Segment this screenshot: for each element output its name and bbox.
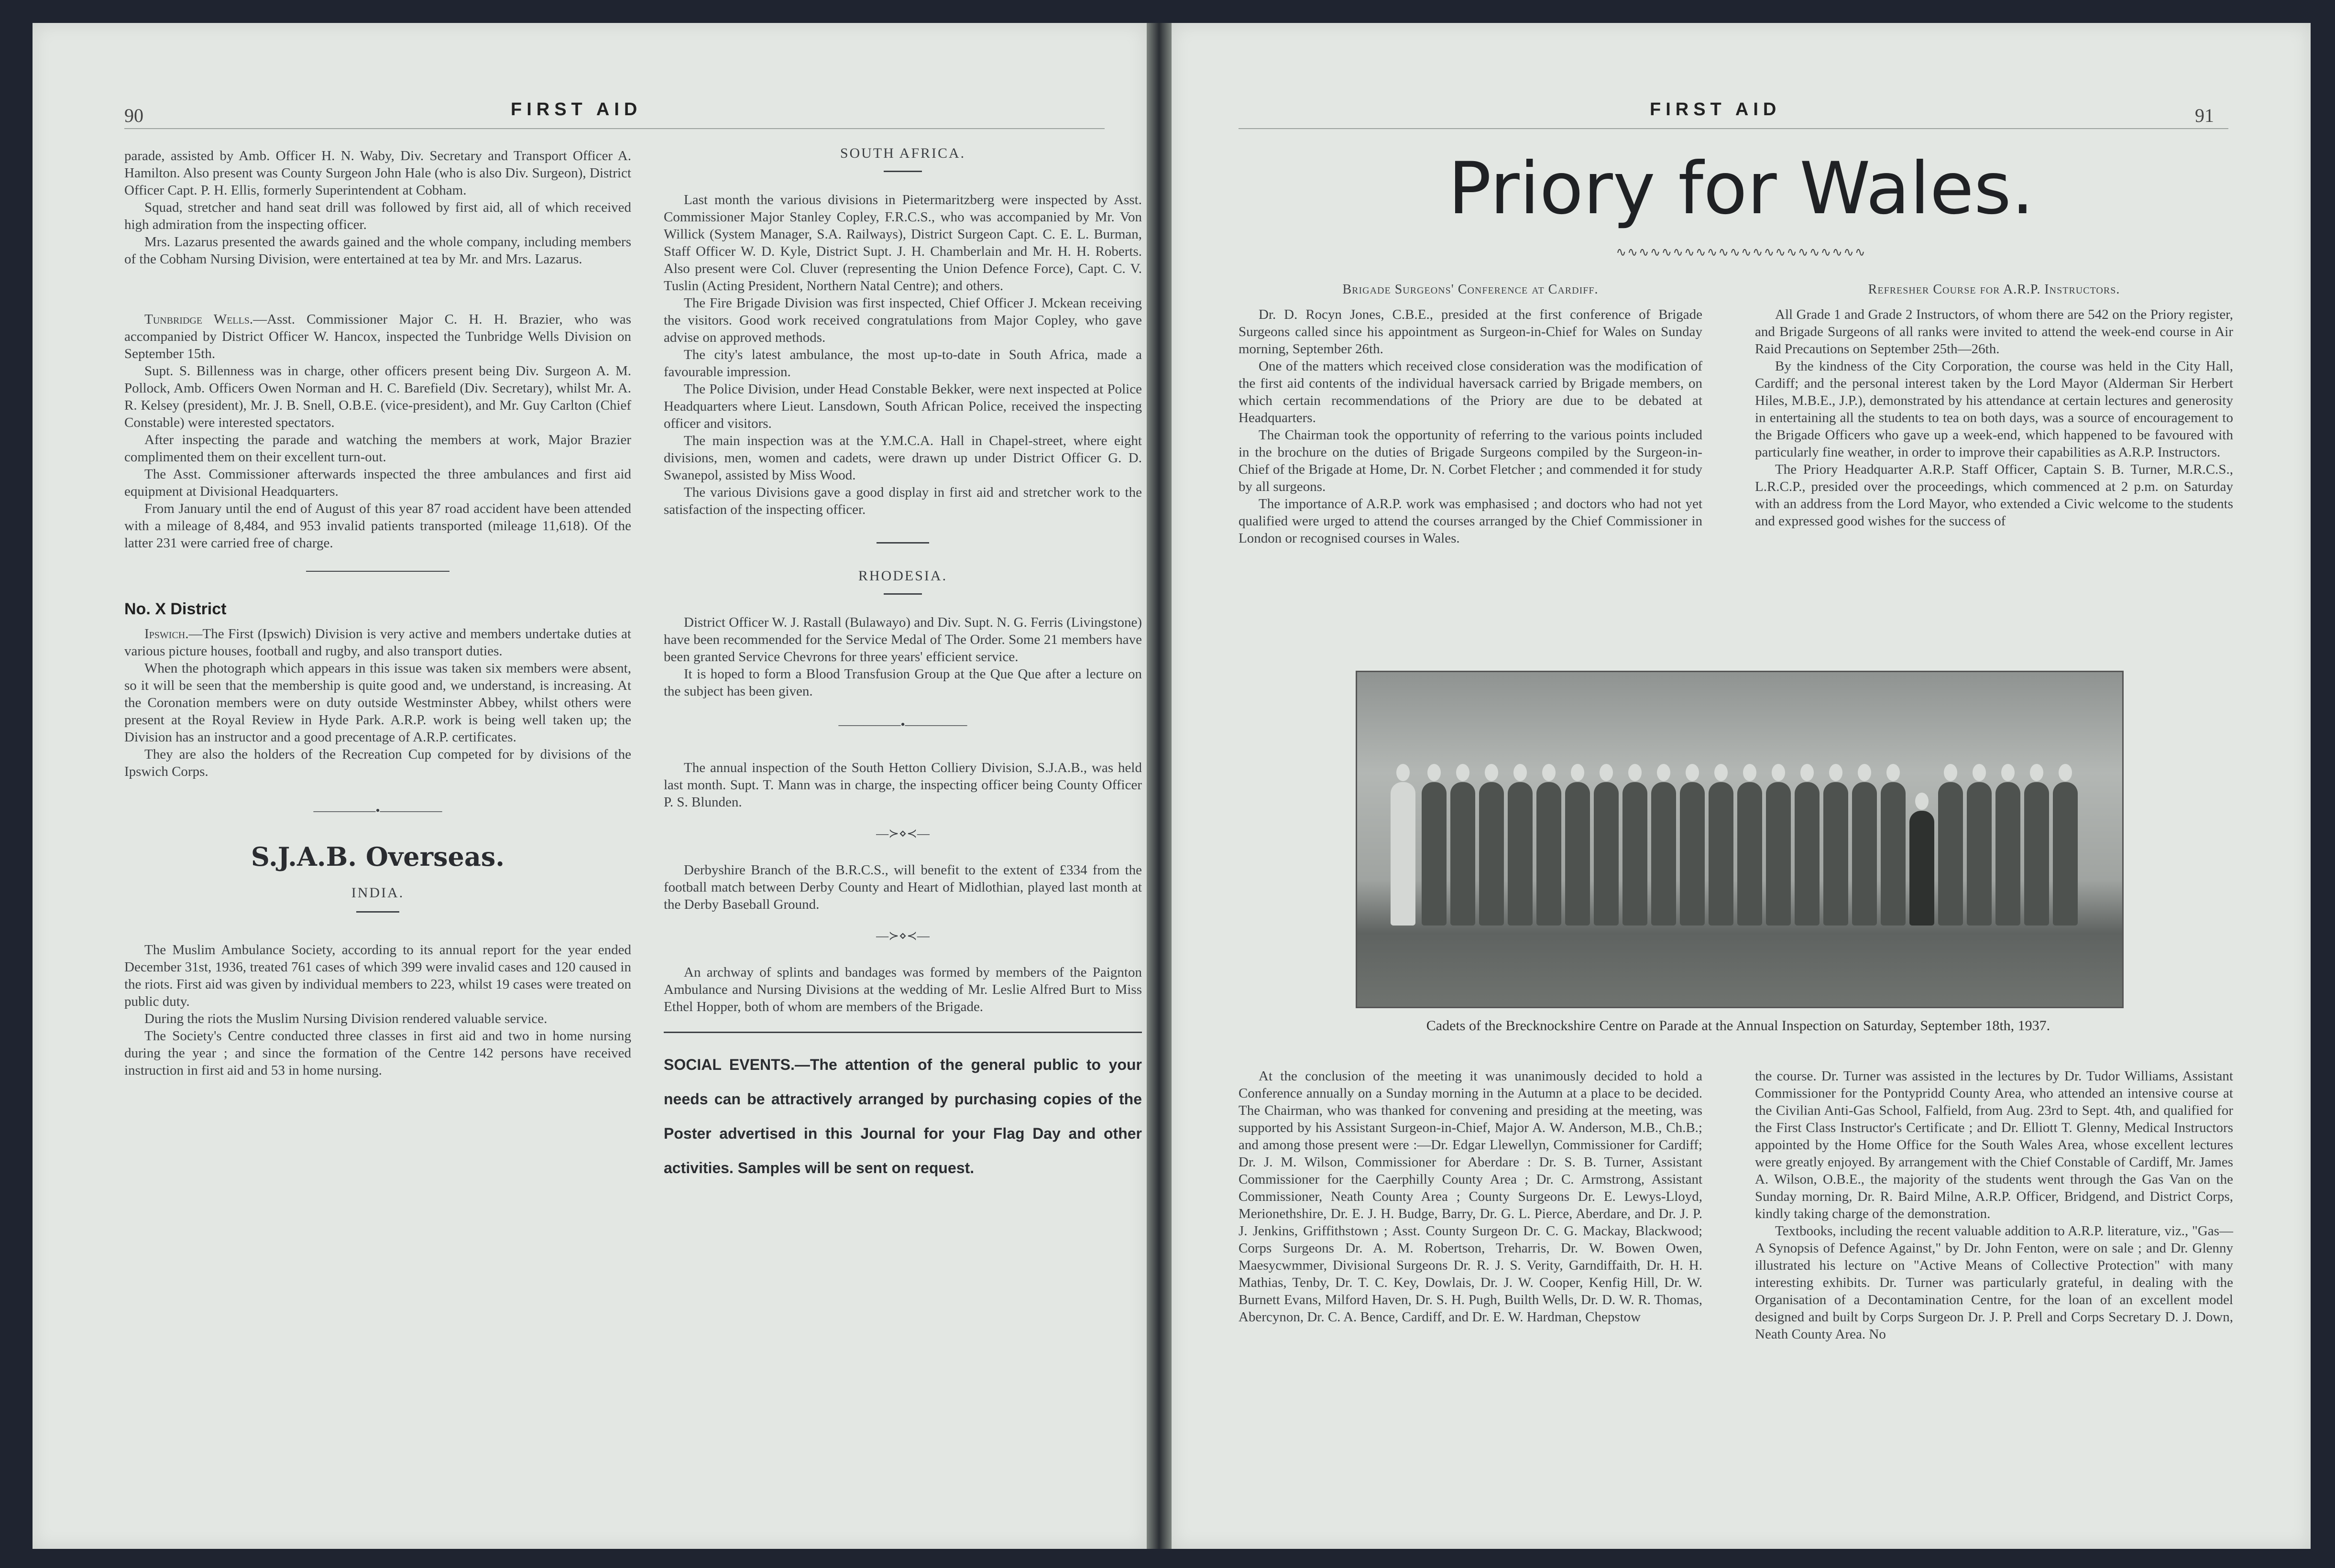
paragraph: Derbyshire Branch of the B.R.C.S., will benefit to the extent of £334 from the football match between Derby County and Heart of Midlothian, played last month at the Derby Baseball Ground. [664,862,1142,912]
photo-figure [2053,782,2078,926]
paragraph: The annual inspection of the South Hetton Colliery Division, S.J.A.B., was held last month. Supt. T. Mann was in charge, the inspecting officer being County Officer P. S. Blunden. [664,760,1142,810]
header-rule [124,128,1105,129]
right-page [1172,23,2311,1549]
running-head: FIRST AID [511,99,642,120]
paragraph: —Asst. Commissioner Major C. H. H. Brazier, who was accompanied by District Officer W. Hancox, inspected the Tunbridge Wells Division on September 15th. [124,312,631,361]
photo-figure [2024,782,2049,926]
subsection-heading: RHODESIA. [858,568,948,584]
photo-figure [1651,782,1676,926]
page-number: 90 [124,105,143,126]
header-rule [1239,128,2228,129]
photo-figure [1450,782,1475,926]
right-column-4 [1755,1067,2233,1343]
paragraph: They are also the holders of the Recreation Cup competed for by divisions of the Ipswich Corps. [124,747,631,779]
photo-figure [1881,782,1906,926]
paragraph: After inspecting the parade and watching the members at work, Major Brazier complimented them on their excellent turn-out. [124,432,631,465]
divider [306,571,449,572]
subsection-heading: SOUTH AFRICA. [840,145,966,161]
ornament-divider: —≻⋄≺— [876,827,930,840]
paragraph: By the kindness of the City Corporation, the course was held in the City Hall, Cardiff; and the personal interest taken by the Lord Mayor (Alderman Sir Herbert Hiles, M.B.E., J.P.), demonstrated by his attendance at certain lectures and generosity in entertaining all the students to tea on both days, was a source of encouragement to the Brigade Officers who gave up a week-end, which happened to be favoured with particularly fine weather, in order to improve their capabilities as A.R.P. Instructors. [1755,359,2233,460]
paragraph: The city's latest ambulance, the most up-to-date in South Africa, made a favourable impression. [664,347,1142,380]
photo-figure [1737,782,1762,926]
paragraph: The Fire Brigade Division was first inspected, Chief Officer J. Mckean receiving the visitors. Good work received congratulations from Major Copley, who gave advise on approved methods. [664,295,1142,345]
ornament-divider: —————•————— [838,718,967,731]
ornament: ∿∿∿∿∿∿∿∿∿∿∿∿∿∿∿∿∿∿∿∿∿∿ [1616,245,1866,259]
photo-figure [1391,782,1415,926]
short-rule [356,911,399,913]
place-lead: Tunbridge Wells. [144,312,253,327]
photo-figure [1909,811,1934,926]
paragraph: Squad, stretcher and hand seat drill was followed by first aid, all of which received high admiration from the inspecting officer. [124,200,631,232]
ornament-divider: —≻⋄≺— [876,929,930,943]
paragraph: When the photograph which appears in this issue was taken six members were absent, so it will be seen that the membership is quite good and, we understand, is increasing. At the Coronation members were on duty outside Westminster Abbey, whilst others were present at the Royal Review in Hyde Park. A.R.P. work is being well taken up; the Division has an instructor and a good precentage of A.R.P. certificates. [124,661,631,745]
photo-figure [1680,782,1705,926]
right-column-1 [1239,281,1702,547]
left-page [33,23,1147,1549]
photo-figure [1594,782,1619,926]
paragraph: It is hoped to form a Blood Transfusion Group at the Que Que after a lecture on the subject has been given. [664,666,1142,699]
photo-figure [1536,782,1561,926]
paragraph: Textbooks, including the recent valuable addition to A.R.P. literature, viz., "Gas—A Synopsis of Defence Against," by Dr. John Fenton, were on sale ; and Dr. Glenny illustrated his lecture on "Active Means of Collective Protection" with many interesting exhibits. Dr. Turner was particularly grateful, in dealing with the Organisation of a Decontamination Centre, for the loan of an excellent model designed and built by Corps Surgeon Dr. J. P. Prell and Corps Secretary D. J. Down, Neath County Area. No [1755,1223,2233,1342]
subsection-heading: Refresher Course for A.R.P. Instructors. [1868,282,2120,297]
photo-figure [1508,782,1533,926]
paragraph: The Police Division, under Head Constable Bekker, were next inspected at Police Headquarters where Lieut. Lansdown, South African Police, received the inspecting officer and visitors. [664,381,1142,431]
book-gutter [1147,23,1172,1549]
photo-figure [1565,782,1590,926]
paragraph: An archway of splints and bandages was formed by members of the Paignton Ambulance and Nursing Divisions at the wedding of Mr. Leslie Alfred Burt to Miss Ethel Hopper, both of whom are members of the Brigade. [664,965,1142,1014]
short-rule [877,542,929,544]
right-column-2 [1755,281,2233,530]
section-heading: S.J.A.B. Overseas. [251,841,505,872]
paragraph: During the riots the Muslim Nursing Division rendered valuable service. [144,1011,548,1026]
photo-caption: Cadets of the Brecknockshire Centre on Parade at the Annual Inspection on Saturday, September 18th, 1937. [1426,1018,2050,1034]
paragraph: —The First (Ipswich) Division is very active and members undertake duties at various picture houses, football and rugby, and also transport duties. [124,626,631,659]
paragraph: Last month the various divisions in Pietermaritzberg were inspected by Asst. Commissioner Major Stanley Copley, F.R.C.S., who was accompanied by Mr. Von Willick (System Manager, S.A. Railways), District Surgeon Capt. C. E. L. Burman, Staff Officer W. D. Kyle, District Supt. J. H. Chamberlain and Mr. H. H. Roberts. Also present were Col. Cluver (representing the Union Defence Force), Capt. C. V. Tuslin (Acting President, Northern Natal Centre); and others. [664,192,1142,294]
left-column-1 [124,147,631,1079]
district-heading: No. X District [124,600,227,618]
left-column-2 [664,145,1142,1185]
subsection-heading: Brigade Surgeons' Conference at Cardiff. [1342,282,1599,297]
photo-figure [1766,782,1791,926]
paragraph: Mrs. Lazarus presented the awards gained and the whole company, including members of the Cobham Nursing Division, were entertained at tea by Mr. and Mrs. Lazarus. [124,234,631,267]
photo-figure [1852,782,1877,926]
short-rule [884,171,922,172]
paragraph: From January until the end of August of this year 87 road accident have been attended with a mileage of 8,484, and 953 invalid patients transported (mileage 11,618). Of the latter 231 were carried free of charge. [124,501,631,551]
photo-figure [1622,782,1647,926]
photo-figure [1967,782,1992,926]
ornament-divider: —————•————— [313,804,442,817]
paragraph: Dr. D. Rocyn Jones, C.B.E., presided at the first conference of Brigade Surgeons called since his appointment as Surgeon-in-Chief for Wales on Sunday morning, September 26th. [1239,307,1702,357]
paragraph: The main inspection was at the Y.M.C.A. Hall in Chapel-street, where eight divisions, men, women and cadets, were drawn up under District Officer G. D. Swanepol, assisted by Miss Wood. [664,433,1142,483]
paragraph: The Priory Headquarter A.R.P. Staff Officer, Captain S. B. Turner, M.R.C.S., L.R.C.P., presided over the proceedings, which commenced at 2 p.m. on Saturday with an address from the Lord Mayor, who extended a Civic welcome to the students and expressed good wishes for the success of [1755,462,2233,529]
paragraph: parade, assisted by Amb. Officer H. N. Waby, Div. Secretary and Transport Officer A. Hamilton. Also present was County Surgeon John Hale (who is also Div. Surgeon), District Officer Capt. P. H. Ellis, formerly Superintendent at Cobham. [124,148,631,198]
short-rule [884,593,922,595]
paragraph: The Chairman took the opportunity of referring to the various points included in the brochure on the duties of Brigade Surgeons compiled by the Surgeon-in-Chief of the Brigade at Home, Dr. N. Corbet Fletcher ; and commended it for study by all surgeons. [1239,427,1702,494]
paragraph: The Muslim Ambulance Society, according to its annual report for the year ended December 31st, 1936, treated 761 cases of which 399 were invalid cases and 120 caused in the riots. First aid was given by individual members to 223, whilst 19 cases were treated on public duty. [124,942,631,1009]
page-number: 91 [2195,105,2214,126]
paragraph: The Asst. Commissioner afterwards inspected the three ambulances and first aid equipment at Divisional Headquarters. [124,467,631,499]
paragraph: One of the matters which received close consideration was the modification of the first aid contents of the individual haversack carried by Brigade members, on which certain recommendations of the Priory are due to be debated at Headquarters. [1239,359,1702,425]
paragraph: The various Divisions gave a good display in first aid and stretcher work to the satisfaction of the inspecting officer. [664,485,1142,517]
paragraph: Supt. S. Billenness was in charge, other officers present being Div. Surgeon A. M. Pollock, Amb. Officers Owen Norman and H. C. Barefield (Div. Secretary), whilst Mr. A. R. Kelsey (president), Mr. J. B. Snell, O.B.E. (vice-president), and Mr. Guy Carlton (Chief Constable) were interested spectators. [124,363,631,430]
paragraph: District Officer W. J. Rastall (Bulawayo) and Div. Supt. N. G. Ferris (Livingstone) have been recommended for the Service Medal of The Order. Some 21 members have been granted Service Chevrons for three years' efficient service. [664,615,1142,664]
photo-figure [1422,782,1447,926]
photo-figure [1795,782,1820,926]
social-events-notice: SOCIAL EVENTS.—The attention of the general public to your needs can be attractively arranged by purchasing copies of the Poster advertised in this Journal for your Flag Day and other activities. Samples will be sent on request. [664,1056,1142,1176]
paragraph: All Grade 1 and Grade 2 Instructors, of whom there are 542 on the Priory register, and Brigade Surgeons of all ranks were invited to attend the week-end course in Air Raid Precautions on September 25th—26th. [1755,307,2233,357]
photo-figure [1995,782,2020,926]
paragraph: The Society's Centre conducted three classes in first aid and two in home nursing during the year ; and since the formation of the Centre 142 persons have received instruction in first aid and 53 in home nursing. [124,1028,631,1078]
right-column-3 [1239,1067,1702,1326]
subsection-heading: INDIA. [351,885,405,901]
photo-figure [1823,782,1848,926]
photo-figure [1479,782,1504,926]
article-title: Priory for Wales. [1448,147,2034,230]
group-photo [1356,671,2124,1008]
place-lead: Ipswich. [144,626,189,642]
paragraph: At the conclusion of the meeting it was unanimously decided to hold a Conference annually on a Sunday morning in the Autumn at a place to be decided. The Chairman, who was thanked for convening and presiding at the meeting, was supported by his Assistant Surgeon-in-Chief, Major A. W. Anderson, M.B., Ch.B.; and among those present were :—Dr. Edgar Llewellyn, Commissioner for Cardiff; Dr. J. M. Wilson, Commissioner for Aberdare : Dr. S. B. Turner, Assistant Commissioner for the Caerphilly County Area ; Dr. C. Armstrong, Assistant Commissioner, Neath County Area ; County Surgeons Dr. E. Lewys-Lloyd, Merionethshire, Dr. E. J. H. Budge, Barry, Dr. G. L. Pierce, Aberdare, and Dr. J. P. J. Jenkins, Griffithstown ; Asst. County Surgeon Dr. C. G. Mackay, Blackwood; Corps Surgeons Dr. A. M. Robertson, Treharris, Dr. W. Bowen Owen, Maesycwmmer, Divisional Surgeons Dr. R. J. S. Verity, Garndiffaith, Dr. H. H. Mathias, Tenby, Dr. T. C. Key, Dowlais, Dr. J. W. Cooper, Kenfig Hill, Dr. W. Burnett Evans, Milford Haven, Dr. S. H. Pugh, Builth Wells, Dr. D. W. R. Thomas, Abercynon, Dr. C. A. Bence, Cardiff, and Dr. E. W. Hardman, Chepstow [1239,1068,1702,1325]
photo-figure [1709,782,1733,926]
paragraph: the course. Dr. Turner was assisted in the lectures by Dr. Tudor Williams, Assistant Commissioner for the Pontypridd County Area, who attended an intensive course at the Civilian Anti-Gas School, Falfield, from Aug. 23rd to Sept. 4th, and qualified for the First Class Instructor's Certificate ; and Dr. Elliott T. Glenny, Medical Instructors appointed by the Home Office for the South Wales Area, whose excellent lectures were greatly enjoyed. By arrangement with the Chief Constable of Cardiff, Mr. James A. Wilson, O.B.E., the majority of the students went through the Gas Van on the Sunday morning, Dr. R. Baird Milne, A.R.P. Officer, Bridgend, and District Corps, kindly taking charge of the demonstration. [1755,1068,2233,1221]
thick-rule [664,1032,1142,1033]
running-head: FIRST AID [1650,99,1781,120]
photo-figure [1938,782,1963,926]
paragraph: The importance of A.R.P. work was emphasised ; and doctors who had not yet qualified were urged to attend the courses arranged by the Chief Commissioner in London or recognised courses in Wales. [1239,496,1702,546]
